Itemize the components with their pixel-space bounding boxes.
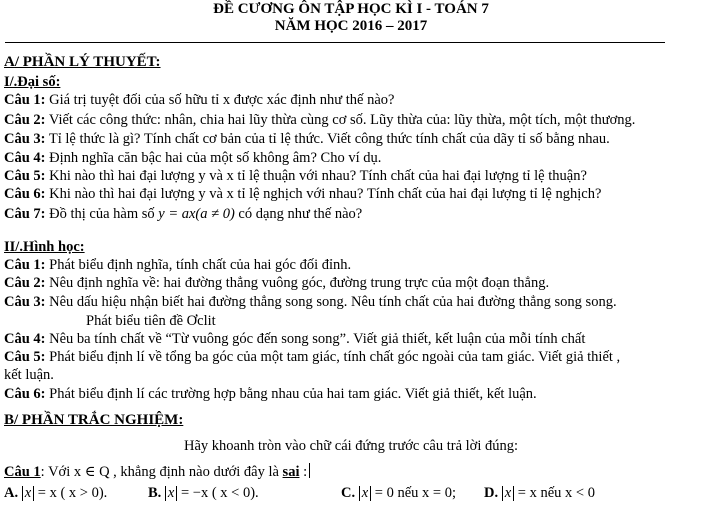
geometry-question: Câu 1: Phát biểu định nghĩa, tính chất của hai góc đối đỉnh. (4, 257, 352, 273)
text-cursor (309, 463, 310, 478)
geometry-question: Câu 6: Phát biểu định lí các trường hợp bằng nhau của hai tam giác. Viết giả thiết, kết luận. (4, 386, 537, 402)
algebra-question: Câu 2: Viết các công thức: nhân, chia hai lũy thừa cùng cơ số. Lũy thừa của: lũy thừa, một tích, một thương. (4, 112, 636, 128)
geometry-question: Câu 5: Phát biểu định lí về tổng ba góc của một tam giác, tính chất góc ngoài của tam giác. Viết giả thiết , (4, 349, 621, 365)
geometry-question: Câu 3: Nêu dấu hiệu nhận biết hai đường thẳng song song. Nêu tính chất của hai đường thẳng song song. (4, 294, 617, 310)
geometry-question: Câu 4: Nêu ba tính chất về “Từ vuông góc đến song song”. Viết giả thiết, kết luận của mỗi tính chất (4, 331, 586, 347)
algebra-question: Câu 5: Khi nào thì hai đại lượng y và x tỉ lệ thuận với nhau? Tính chất của hai đại lượng tỉ lệ thuận? (4, 168, 587, 184)
algebra-question-7: Câu 7: Đồ thị của hàm số y = ax(a ≠ 0) có dạng như thế nào? (4, 206, 363, 222)
quiz-option-c[interactable]: C. x = 0 nếu x = 0; (341, 485, 456, 501)
section-theory-heading: A/ PHẦN LÝ THUYẾT: (4, 54, 161, 70)
title-divider (5, 42, 665, 43)
algebra-question: Câu 6: Khi nào thì hai đại lượng y và x tỉ lệ nghịch với nhau? Tính chất của hai đại lượng tỉ lệ nghịch? (4, 186, 602, 202)
quiz-question-1: Câu 1: Với x ∈ Q , khẳng định nào dưới đây là sai : (4, 463, 310, 481)
document-title: ĐỀ CƯƠNG ÔN TẬP HỌC KÌ I - TOÁN 7 (213, 1, 489, 17)
school-year: NĂM HỌC 2016 – 2017 (274, 18, 428, 34)
algebra-heading: I/.Đại số: (4, 74, 61, 90)
algebra-question: Câu 1: Giá trị tuyệt đối của số hữu tỉ x được xác định như thế nào? (4, 92, 395, 108)
function-formula: y = ax(a ≠ 0) (158, 206, 235, 222)
quiz-option-b[interactable]: B. x = −x ( x < 0). (148, 485, 259, 501)
algebra-question: Câu 4: Định nghĩa căn bậc hai của một số không âm? Cho ví dụ. (4, 150, 382, 166)
section-quiz-heading: B/ PHẦN TRẮC NGHIỆM: (4, 412, 184, 428)
quiz-instruction: Hãy khoanh tròn vào chữ cái đứng trước câu trả lời đúng: (183, 438, 519, 454)
geometry-question-continuation: kết luận. (4, 367, 54, 383)
geometry-heading: II/.Hình học: (4, 239, 85, 255)
geometry-question-continuation: Phát biểu tiên đề Ơclit (86, 313, 216, 329)
geometry-question: Câu 2: Nêu định nghĩa về: hai đường thẳng vuông góc, đường trung trực của một đoạn thẳng. (4, 275, 550, 291)
algebra-question: Câu 3: Tỉ lệ thức là gì? Tính chất cơ bản của tỉ lệ thức. Viết công thức tính chất của dãy tỉ số bằng nhau. (4, 131, 610, 147)
quiz-option-a[interactable]: A. x = x ( x > 0). (4, 485, 108, 501)
quiz-option-d[interactable]: D. x = x nếu x < 0 (484, 485, 595, 501)
